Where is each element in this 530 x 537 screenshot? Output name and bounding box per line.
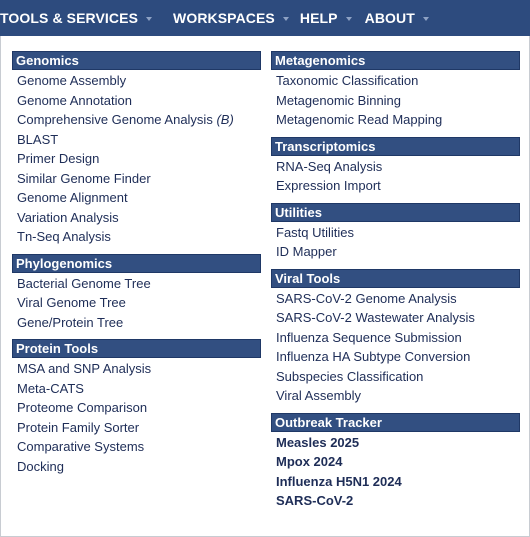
menu-item-comparative-systems[interactable] [12, 437, 261, 457]
menu-item-label: Metagenomic Binning [276, 92, 402, 108]
section-item-list [271, 288, 520, 406]
menu-item-variation-analysis[interactable] [12, 208, 261, 228]
menu-item-comprehensive-genome-analysis-b[interactable] [12, 110, 261, 130]
menu-item-metagenomic-binning[interactable] [271, 91, 520, 111]
menu-item-sars-cov-2[interactable] [271, 491, 520, 511]
menu-item-label: Taxonomic Classification [276, 73, 419, 88]
nav-tools-and-services[interactable] [0, 0, 152, 36]
menu-item-msa-and-snp-analysis[interactable] [12, 359, 261, 379]
menu-item-viral-assembly[interactable] [271, 386, 520, 406]
menu-item-label: Fastq Utilities [276, 224, 355, 240]
chevron-down-icon [423, 17, 429, 21]
chevron-down-icon [283, 17, 289, 21]
section-item-list [271, 222, 520, 262]
menu-item-label: Metagenomic Read Mapping [276, 112, 443, 127]
menu-item-label: RNA-Seq Analysis [276, 158, 383, 174]
menu-item-label: SARS-CoV-2 Genome Analysis [276, 290, 457, 306]
menu-item-label: Expression Import [276, 178, 381, 193]
menu-item-label: Influenza HA Subtype Conversion [276, 349, 471, 364]
menu-item-primer-design[interactable] [12, 149, 261, 169]
section-item-list [12, 358, 261, 476]
tools-services-dropdown-menu [0, 36, 530, 537]
menu-item-similar-genome-finder[interactable] [12, 169, 261, 189]
menu-item-influenza-ha-subtype-conversion[interactable] [271, 347, 520, 367]
menu-item-docking[interactable] [12, 457, 261, 477]
menu-item-label: MSA and SNP Analysis [17, 361, 152, 376]
menu-item-influenza-h5n1-2024[interactable] [271, 472, 520, 492]
menu-item-fastq-utilities[interactable] [271, 223, 520, 243]
menu-section-outbreak-tracker [271, 413, 520, 511]
left-menu-column [12, 51, 261, 483]
menu-item-proteome-comparison[interactable] [12, 398, 261, 418]
section-item-list [271, 70, 520, 130]
menu-item-label: Meta-CATS [17, 380, 84, 396]
menu-section-utilities [271, 203, 520, 262]
section-item-list [12, 70, 261, 247]
section-item-list [271, 156, 520, 196]
menu-item-label: Viral Genome Tree [17, 295, 126, 310]
section-item-list [271, 432, 520, 511]
menu-item-label: Comprehensive Genome Analysis [17, 112, 217, 127]
section-header: Phylogenomics [12, 254, 261, 273]
menu-item-metagenomic-read-mapping[interactable] [271, 110, 520, 130]
nav-workspaces-label: WORKSPACES [173, 10, 275, 26]
menu-item-label: Genome Assembly [17, 73, 127, 88]
menu-item-label: SARS-CoV-2 [276, 493, 354, 508]
menu-item-label: Proteome Comparison [17, 400, 148, 415]
menu-item-label: Comparative Systems [17, 439, 145, 454]
menu-item-label: SARS-CoV-2 Wastewater Analysis [276, 310, 475, 325]
menu-item-rna-seq-analysis[interactable] [271, 157, 520, 177]
menu-item-label: Genome Annotation [17, 92, 132, 108]
nav-help[interactable] [300, 0, 352, 36]
menu-item-genome-assembly[interactable] [12, 71, 261, 91]
menu-item-label: Influenza Sequence Submission [276, 329, 462, 345]
section-item-list [12, 273, 261, 333]
menu-item-protein-family-sorter[interactable] [12, 418, 261, 438]
menu-section-metagenomics [271, 51, 520, 130]
menu-item-label: Tn-Seq Analysis [17, 229, 111, 244]
section-header: Outbreak Tracker [271, 413, 520, 432]
menu-item-label: BLAST [17, 131, 59, 147]
menu-section-protein-tools [12, 339, 261, 476]
section-header: Protein Tools [12, 339, 261, 358]
menu-item-meta-cats[interactable] [12, 379, 261, 399]
menu-item-genome-alignment[interactable] [12, 188, 261, 208]
nav-about-label: ABOUT [364, 10, 415, 26]
menu-item-label: Docking [17, 458, 64, 474]
nav-workspaces[interactable] [173, 0, 289, 36]
menu-item-label: ID Mapper [276, 244, 337, 259]
menu-item-subspecies-classification[interactable] [271, 367, 520, 387]
menu-item-taxonomic-classification[interactable] [271, 71, 520, 91]
menu-section-genomics [12, 51, 261, 247]
menu-item-mpox-2024[interactable] [271, 452, 520, 472]
menu-item-blast[interactable] [12, 130, 261, 150]
nav-help-label: HELP [299, 10, 338, 26]
menu-item-label: Genome Alignment [17, 190, 128, 205]
menu-item-label: Measles 2025 [276, 434, 360, 450]
right-menu-column [271, 51, 520, 518]
menu-item-measles-2025[interactable] [271, 433, 520, 453]
menu-item-label: Similar Genome Finder [17, 170, 151, 186]
menu-item-genome-annotation[interactable] [12, 91, 261, 111]
section-header: Genomics [12, 51, 261, 70]
menu-item-viral-genome-tree[interactable] [12, 293, 261, 313]
menu-item-badge: (B) [216, 112, 234, 127]
section-header: Utilities [271, 203, 520, 222]
section-header: Transcriptomics [271, 137, 520, 156]
menu-item-gene-protein-tree[interactable] [12, 313, 261, 333]
menu-section-transcriptomics [271, 137, 520, 196]
menu-item-label: Variation Analysis [17, 209, 119, 225]
menu-item-label: Bacterial Genome Tree [17, 275, 151, 291]
menu-item-expression-import[interactable] [271, 176, 520, 196]
menu-item-tn-seq-analysis[interactable] [12, 227, 261, 247]
menu-section-viral-tools [271, 269, 520, 406]
menu-item-bacterial-genome-tree[interactable] [12, 274, 261, 294]
menu-item-label: Gene/Protein Tree [17, 314, 124, 330]
section-header: Viral Tools [271, 269, 520, 288]
chevron-down-icon [346, 17, 352, 21]
nav-tools-label: TOOLS & SERVICES [0, 10, 139, 26]
nav-about[interactable] [365, 0, 429, 36]
top-navigation-bar [0, 0, 530, 36]
menu-section-phylogenomics [12, 254, 261, 333]
menu-item-sars-cov-2-genome-analysis[interactable] [271, 289, 520, 309]
menu-item-label: Mpox 2024 [276, 454, 343, 469]
menu-item-label: Influenza H5N1 2024 [276, 473, 402, 489]
menu-item-id-mapper[interactable] [271, 242, 520, 262]
section-header: Metagenomics [271, 51, 520, 70]
menu-item-label: Viral Assembly [276, 388, 362, 403]
menu-item-influenza-sequence-submission[interactable] [271, 328, 520, 348]
menu-item-sars-cov-2-wastewater-analysis[interactable] [271, 308, 520, 328]
chevron-down-icon [146, 17, 152, 21]
menu-item-label: Primer Design [17, 151, 100, 166]
menu-item-label: Subspecies Classification [276, 368, 424, 384]
menu-item-label: Protein Family Sorter [17, 419, 140, 435]
